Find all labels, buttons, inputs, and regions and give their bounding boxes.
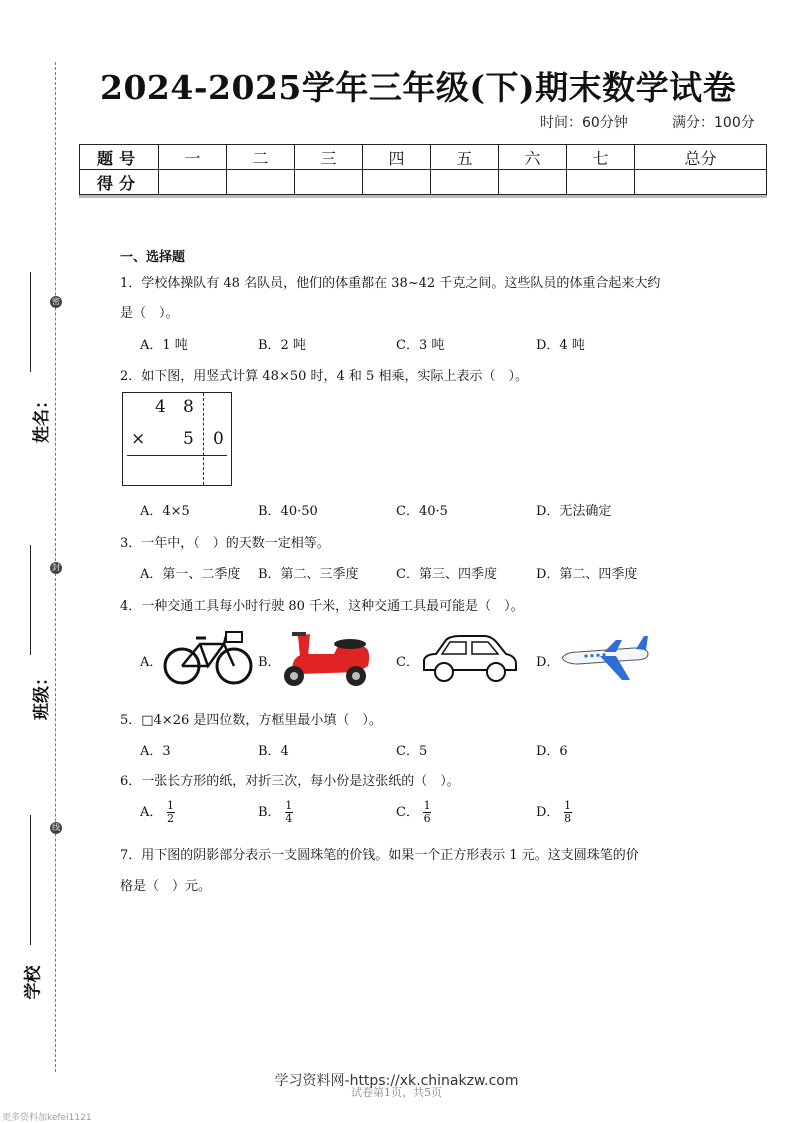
question-1-text-cont: 是（ ）。 [120, 306, 179, 321]
fraction-denominator: 4 [285, 812, 293, 825]
q6-option-letter: A． [140, 805, 163, 820]
corner-watermark: 更多资料加kefei1121 [2, 1113, 92, 1123]
airplane-icon [556, 634, 652, 686]
fraction-denominator: 8 [564, 812, 572, 825]
q4-option-c[interactable]: C． [396, 655, 419, 670]
footer-site-watermark: 学习资料网-https://xk.chinakzw.com [274, 1073, 519, 1089]
q6-option-b[interactable] [258, 800, 293, 825]
name-label: 姓名： [32, 392, 52, 443]
seal-mark-mi: 密 [52, 297, 60, 306]
q2-option-a[interactable]: A．4×5 [140, 504, 190, 519]
score-cell[interactable] [431, 170, 499, 195]
section-title: 一、选择题 [120, 250, 186, 265]
score-col: 五 [431, 145, 499, 170]
q4-option-a[interactable]: A． [140, 655, 163, 670]
q5-option-c[interactable]: C．5 [396, 744, 428, 759]
q5-option-a[interactable]: A．3 [140, 744, 171, 759]
fraction [285, 800, 293, 825]
q1-option-c[interactable]: C．3 吨 [396, 338, 445, 353]
bicycle-icon [162, 630, 254, 686]
fraction [167, 800, 175, 825]
q2-option-c[interactable]: C．40·5 [396, 504, 448, 519]
exam-full-score: 满分：100分 [672, 115, 755, 131]
q1-option-b[interactable]: B．2 吨 [258, 338, 306, 353]
q5-option-b[interactable]: B．4 [258, 744, 289, 759]
question-5-text: 5．□4×26 是四位数，方框里最小填（ ）。 [120, 713, 382, 728]
score-col: 三 [295, 145, 363, 170]
calc-digit: 5 [183, 429, 194, 449]
score-cell[interactable] [159, 170, 227, 195]
q3-option-c[interactable]: C．第三、四季度 [396, 567, 497, 582]
school-label: 学校 [23, 965, 44, 1000]
fraction [564, 800, 572, 825]
q6-option-letter: D． [536, 805, 560, 820]
scooter-icon [278, 626, 374, 688]
page-title: 2024-2025学年三年级(下)期末数学试卷 [100, 68, 737, 107]
q6-option-d[interactable] [536, 800, 572, 825]
fraction-numerator: 1 [564, 799, 572, 812]
score-cell[interactable] [567, 170, 635, 195]
q4-option-b[interactable]: B． [258, 655, 281, 670]
fraction-numerator: 1 [423, 799, 431, 812]
q2-option-d[interactable]: D．无法确定 [536, 504, 612, 519]
class-label: 班级： [32, 669, 52, 720]
vertical-calculation-figure [122, 392, 232, 486]
question-6-text: 6．一张长方形的纸，对折三次，每小份是这张纸的（ ）。 [120, 774, 460, 789]
score-col: 七 [567, 145, 635, 170]
score-col: 一 [159, 145, 227, 170]
q6-option-letter: C． [396, 805, 419, 820]
score-col: 四 [363, 145, 431, 170]
q2-option-b[interactable]: B．40·50 [258, 504, 318, 519]
score-col: 六 [499, 145, 567, 170]
score-cell[interactable] [227, 170, 295, 195]
score-cell[interactable] [635, 170, 767, 195]
calc-digit: 0 [213, 429, 224, 449]
calc-dashed-divider [203, 393, 204, 485]
score-table-score-row [80, 170, 767, 195]
calc-result-line [127, 455, 227, 456]
q1-option-a[interactable]: A．1 吨 [140, 338, 188, 353]
q6-option-a[interactable] [140, 800, 175, 825]
fraction-denominator: 2 [167, 812, 175, 825]
score-cell[interactable] [499, 170, 567, 195]
score-col: 总分 [635, 145, 767, 170]
q3-option-a[interactable]: A．第一、二季度 [140, 567, 241, 582]
question-4-text: 4．一种交通工具每小时行驶 80 千米，这种交通工具最可能是（ ）。 [120, 599, 524, 614]
score-col: 二 [227, 145, 295, 170]
calc-digit: 4 [155, 397, 166, 417]
class-blank-line [30, 545, 31, 655]
q3-option-d[interactable]: D．第二、四季度 [536, 567, 638, 582]
score-table-row-label: 题号 [80, 145, 159, 170]
fraction-numerator: 1 [285, 799, 293, 812]
page-number: 试卷第1页，共5页 [351, 1086, 442, 1099]
name-blank-line [30, 272, 31, 372]
school-blank-line [30, 815, 31, 945]
exam-time: 时间：60分钟 [540, 115, 628, 131]
calc-digit: 8 [183, 397, 194, 417]
fraction [423, 800, 431, 825]
score-table-header-row [80, 145, 767, 170]
fraction-numerator: 1 [167, 799, 175, 812]
question-1-text: 1．学校体操队有 48 名队员，他们的体重都在 38~42 千克之间。这些队员的体重合起来大约 [120, 276, 661, 291]
seal-mark-feng: 封 [52, 563, 60, 572]
score-table-row-label: 得分 [80, 170, 159, 195]
q1-option-d[interactable]: D．4 吨 [536, 338, 585, 353]
seal-mark-xian: 线 [52, 823, 60, 832]
score-cell[interactable] [295, 170, 363, 195]
q5-option-d[interactable]: D．6 [536, 744, 568, 759]
question-2-text: 2．如下图，用竖式计算 48×50 时，4 和 5 相乘，实际上表示（ ）。 [120, 369, 528, 384]
car-icon [420, 632, 520, 684]
fraction-denominator: 6 [423, 812, 431, 825]
question-3-text: 3．一年中，（ ）的天数一定相等。 [120, 536, 330, 551]
calc-times-sign: × [131, 429, 146, 449]
q6-option-letter: B． [258, 805, 281, 820]
score-cell[interactable] [363, 170, 431, 195]
question-7-text: 7．用下图的阴影部分表示一支圆珠笔的价钱。如果一个正方形表示 1 元。这支圆珠笔的价 [120, 848, 639, 863]
q6-option-c[interactable] [396, 800, 431, 825]
q3-option-b[interactable]: B．第二、三季度 [258, 567, 359, 582]
score-table [79, 144, 767, 195]
question-7-text-cont: 格是（ ）元。 [120, 879, 212, 894]
q4-option-d[interactable]: D． [536, 655, 560, 670]
